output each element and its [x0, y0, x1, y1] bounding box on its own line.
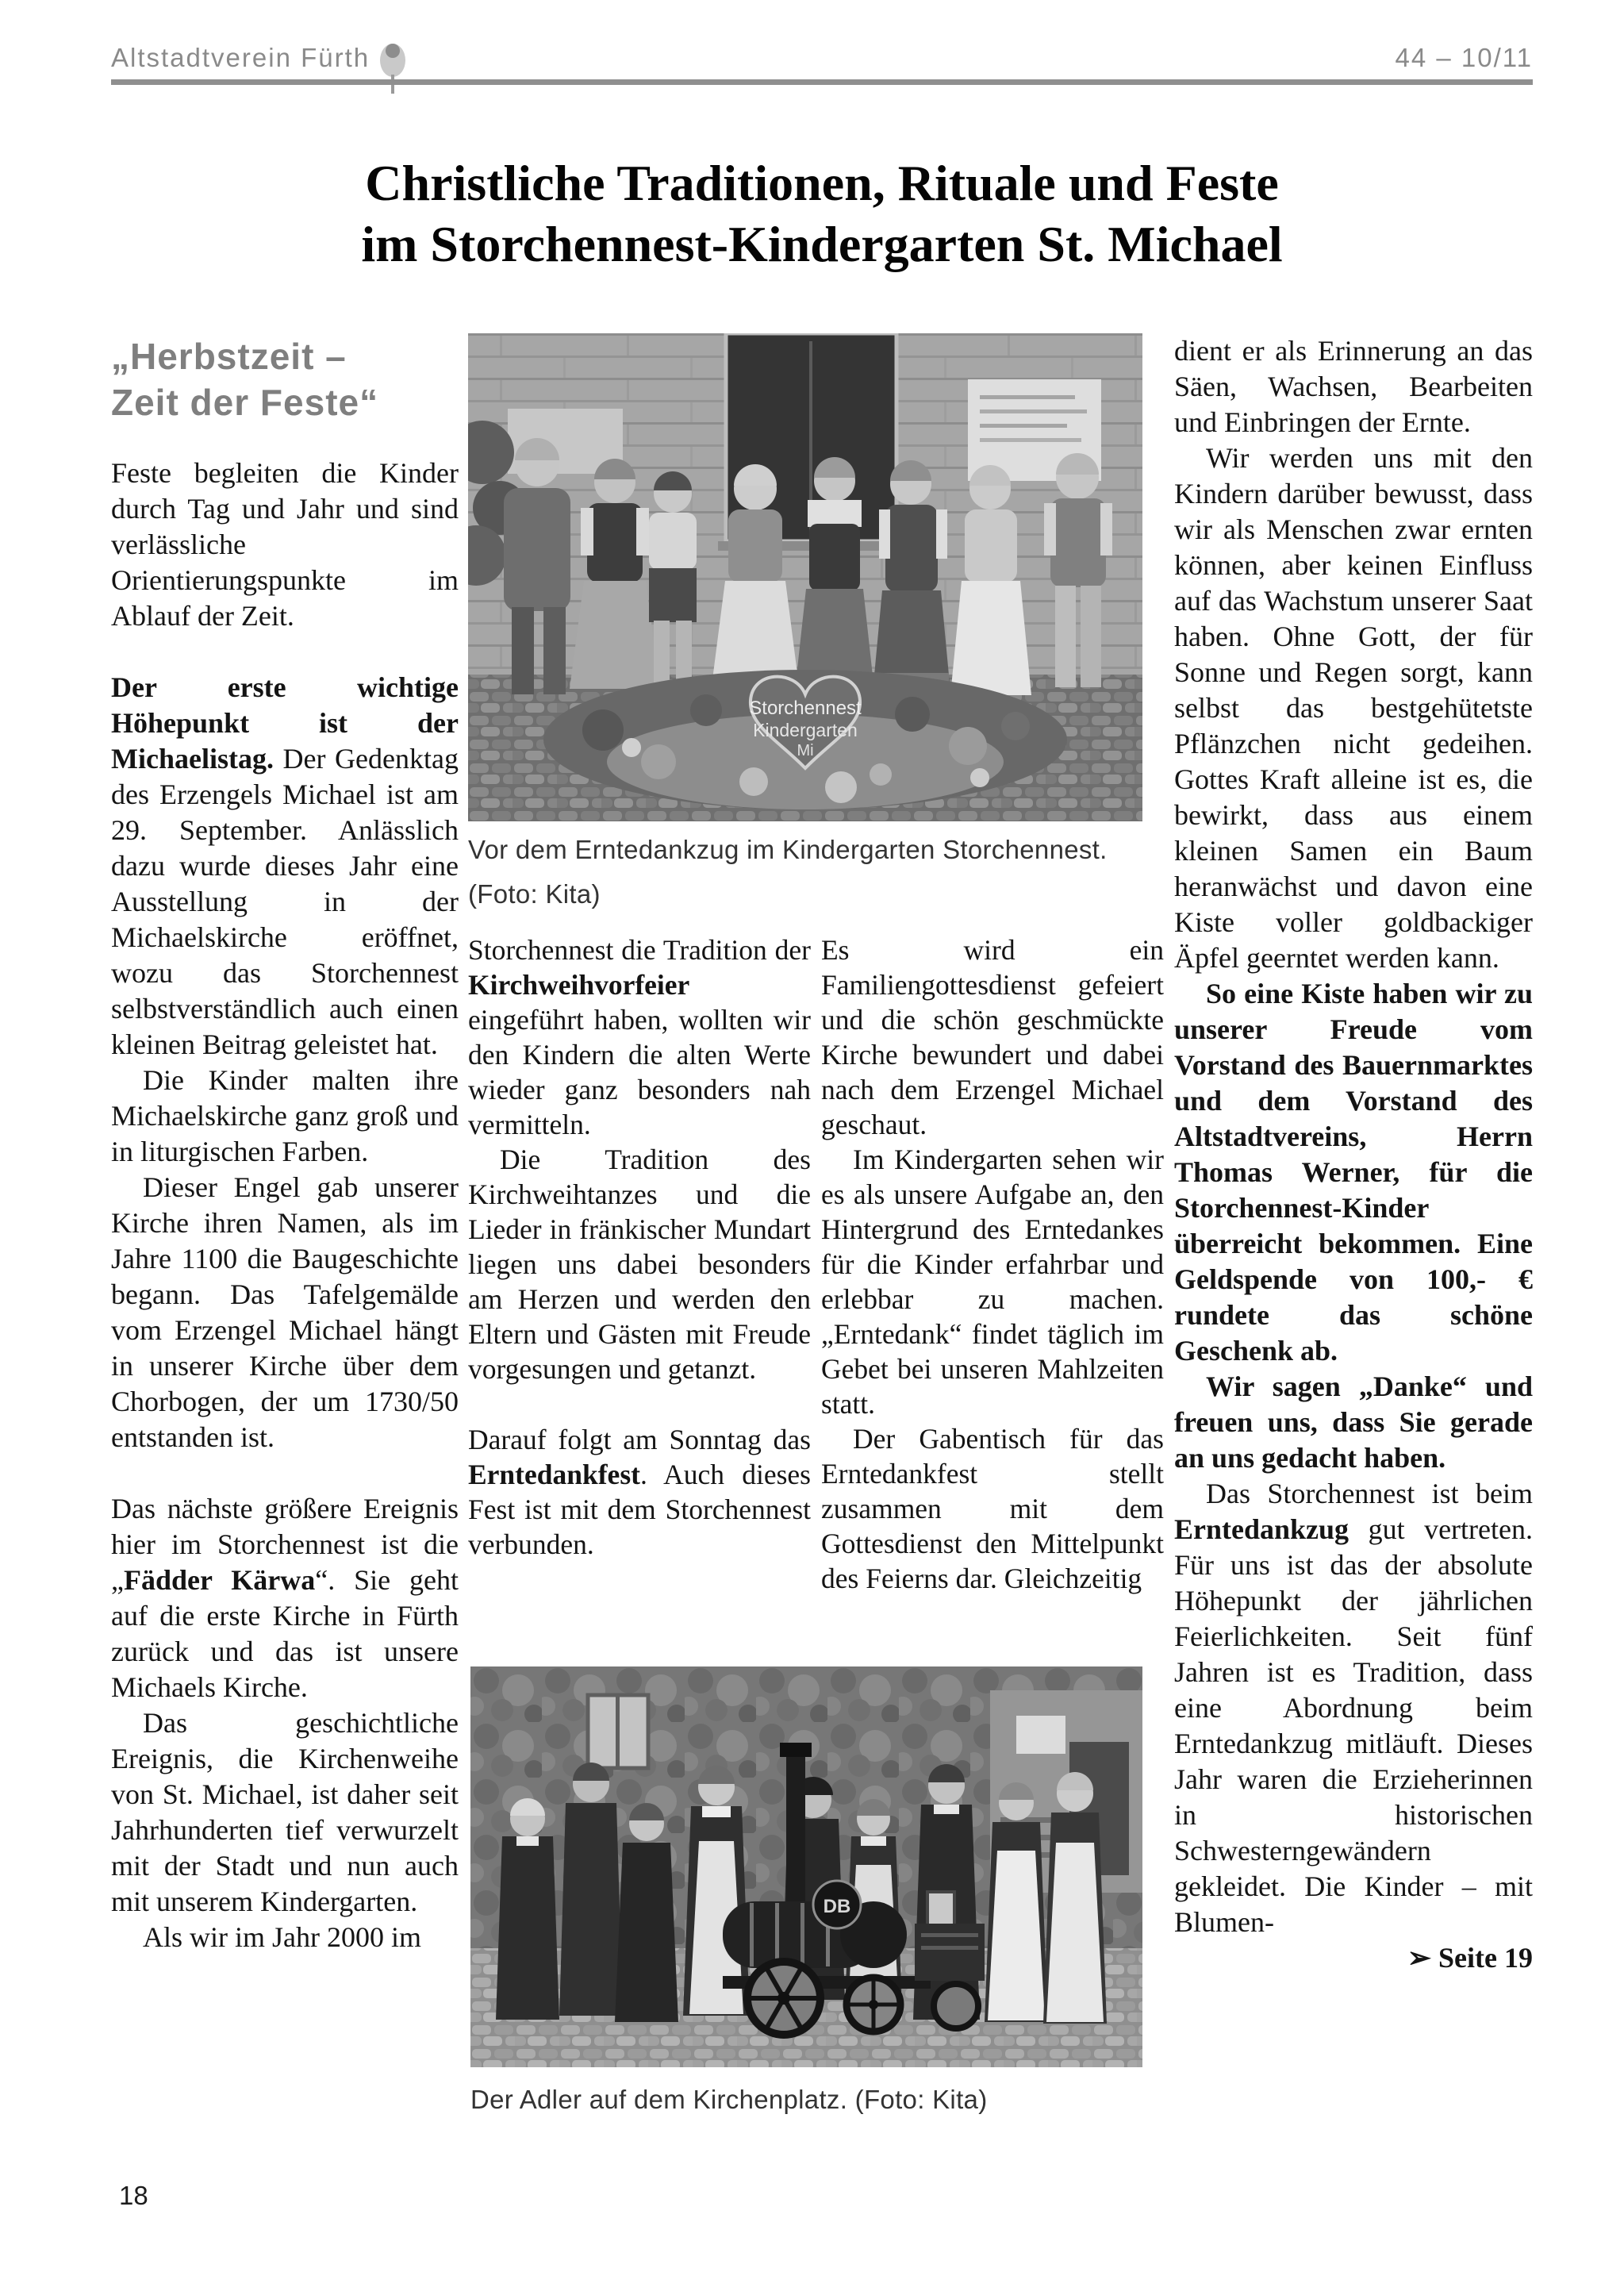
section-heading-line1: „Herbstzeit – — [111, 336, 347, 377]
paragraph: Die Kinder malten ihre Michaelskirche ganz groß und in liturgischen Farben. — [111, 1064, 459, 1167]
photo-erntedankzug-kinder — [468, 333, 1142, 821]
photo-adler-illustration — [470, 1666, 1142, 2067]
altstadtverein-logo-icon — [371, 38, 414, 94]
section-heading — [111, 333, 459, 425]
heart-sign-line3: Mi — [797, 742, 814, 759]
photo1-caption — [468, 828, 1142, 917]
window-left — [588, 1695, 648, 1768]
tender-lantern — [927, 1892, 954, 1927]
locomotive-wheel-large — [747, 1962, 820, 2035]
paragraph: Wir sagen „Danke“ und freuen uns, dass Sie gerade an uns gedacht haben. — [1174, 1370, 1533, 1474]
header-divider — [111, 79, 1533, 85]
article-title-line1: Christliche Traditionen, Rituale und Feste — [365, 155, 1279, 211]
paragraph: dient er als Erinnerung an das Säen, Wachsen, Bearbeiten und Einbringen der Ernte. — [1174, 335, 1533, 438]
locomotive-chimney — [786, 1752, 805, 1903]
arrow-icon: ➢ — [1407, 1942, 1439, 1974]
continue-reference-label: Seite 19 — [1438, 1942, 1533, 1974]
article-title — [111, 152, 1533, 275]
paragraph: Storchennest die Tradition der Kirchweihvorfeier eingeführt haben, wollten wir den Kindern die alten Werte wieder ganz besonders nah vermitteln. — [468, 934, 811, 1140]
paragraph: Dieser Engel gab unserer Kirche ihren Namen, als im Jahre 1100 die Baugeschichte begann. Das Tafelgemälde vom Erzengel Michael hängt in unserer Kirche über dem Chorbogen, der um 1730/50 entstanden ist. — [111, 1171, 459, 1453]
paragraph: Das nächste größere Ereignis hier im Storchennest ist die „Fädder Kärwa“. Sie geht auf die erste Kirche in Fürth zurück und das ist unsere Michaels Kirche. — [111, 1493, 459, 1703]
column-2 — [468, 932, 811, 1562]
paragraph: Als wir im Jahr 2000 im — [143, 1921, 421, 1953]
page-number: 18 — [119, 2181, 148, 2210]
photo1-caption-line2: (Foto: Kita) — [468, 879, 601, 909]
photo-adler-kirchenplatz — [470, 1666, 1142, 2067]
locomotive-plate-label: DB — [823, 1896, 851, 1917]
locomotive-wheel-small — [847, 1978, 900, 2032]
locomotive-plate — [813, 1881, 861, 1928]
paragraph: Wir werden uns mit den Kindern darüber bewusst, dass wir als Menschen zwar ernten können, aber keinen Einfluss auf das Wachstum unserer Saat haben. Ohne Gott, der für Sonne und Regen sorgt, kann selbst das bestgehütetste Pflänzchen nicht gedeihen. Gottes Kraft alleine ist es, die bewirkt, dass aus einem kleinen Samen ein Baum heranwächst und davon eine Kiste voller goldbackiger Äpfel geerntet werden kann. — [1174, 442, 1533, 974]
article-title-line2: im Storchennest-Kindergarten St. Michael — [361, 216, 1283, 272]
paragraph: Das Storchennest ist beim Erntedankzug gut vertreten. Für uns ist das der absolute Höhepunkt der jährlichen Feierlichkeiten. Seit fünf Jahren ist es Tradition, dass eine Abordnung beim Erntedankzug mitläuft. Dieses Jahr waren die Erzieherinnen in historischen Schwesterngewändern gekleidet. Die Kinder – mit Blumen- — [1174, 1478, 1533, 1938]
paragraph: Die Tradition des Kirchweihtanzes und die Lieder in fränkischer Mundart liegen uns dabei besonders am Herzen und werden den Eltern und Gästen mit Freude vorgesungen und getanzt. — [468, 1144, 811, 1385]
photo1-caption-line1: Vor dem Erntedankzug im Kindergarten Storchennest. — [468, 835, 1108, 864]
heart-sign-line1: Storchennest — [749, 698, 862, 719]
header-issue-number: 44 – 10/11 — [1395, 43, 1533, 72]
paragraph: Im Kindergarten sehen wir es als unsere Aufgabe an, den Hintergrund des Erntedankes für die Kinder erfahrbar und erlebbar zu machen. „Erntedank“ findet täglich im Gebet bei unseren Mahlzeiten statt. — [821, 1144, 1164, 1420]
paragraph: Der erste wichtige Höhepunkt ist der Michaelistag. Der Gedenktag des Erzengels Michael ist am 29. September. Anlässlich dazu wurde dieses Jahr eine Ausstellung in der Michaelskirche eröffnet, wozu das Storchennest selbstverständlich auch einen kleinen Beitrag geleistet hat. — [111, 671, 459, 1060]
column-4 — [1174, 333, 1533, 1976]
paragraph: Feste begleiten die Kinder durch Tag und Jahr und sind verlässliche Orientierungspunkte im Ablauf der Zeit. — [111, 457, 459, 632]
heart-sign-line2: Kindergarten — [753, 720, 858, 740]
photo-erntedankzug-illustration — [468, 333, 1142, 821]
paragraph: Der Gabentisch für das Erntedankfest stellt zusammen mit dem Gottesdienst den Mittelpunkt des Feierns dar. Gleichzeitig — [821, 1423, 1164, 1594]
paragraph: Darauf folgt am Sonntag das Erntedankfest. Auch dieses Fest ist mit dem Storchennest verbunden. — [468, 1424, 811, 1560]
photo2-caption: Der Adler auf dem Kirchenplatz. (Foto: Kita) — [470, 2085, 988, 2114]
paragraph: Es wird ein Familiengottesdienst gefeiert und die schön geschmückte Kirche bewundert und dabei nach dem Erzengel Michael geschaut. — [821, 934, 1164, 1140]
section-heading-line2: Zeit der Feste“ — [111, 382, 379, 423]
header-brand: Altstadtverein Fürth — [111, 43, 370, 72]
column-3 — [821, 932, 1164, 1596]
column-1 — [111, 333, 459, 1955]
continue-reference — [1174, 1940, 1533, 1976]
paragraph: So eine Kiste haben wir zu unserer Freude vom Vorstand des Bauernmarktes und dem Vorstand des Altstadtvereins, Herrn Thomas Werner, für die Storchennest-Kinder überreicht bekommen. Eine Geldspende von 100,- € rundete das schöne Geschenk ab. — [1174, 978, 1533, 1367]
paragraph: Das geschichtliche Ereignis, die Kirchenweihe von St. Michael, ist daher seit Jahrhunderten tief verwurzelt mit der Stadt und nun auch mit unserem Kindergarten. — [111, 1707, 459, 1917]
